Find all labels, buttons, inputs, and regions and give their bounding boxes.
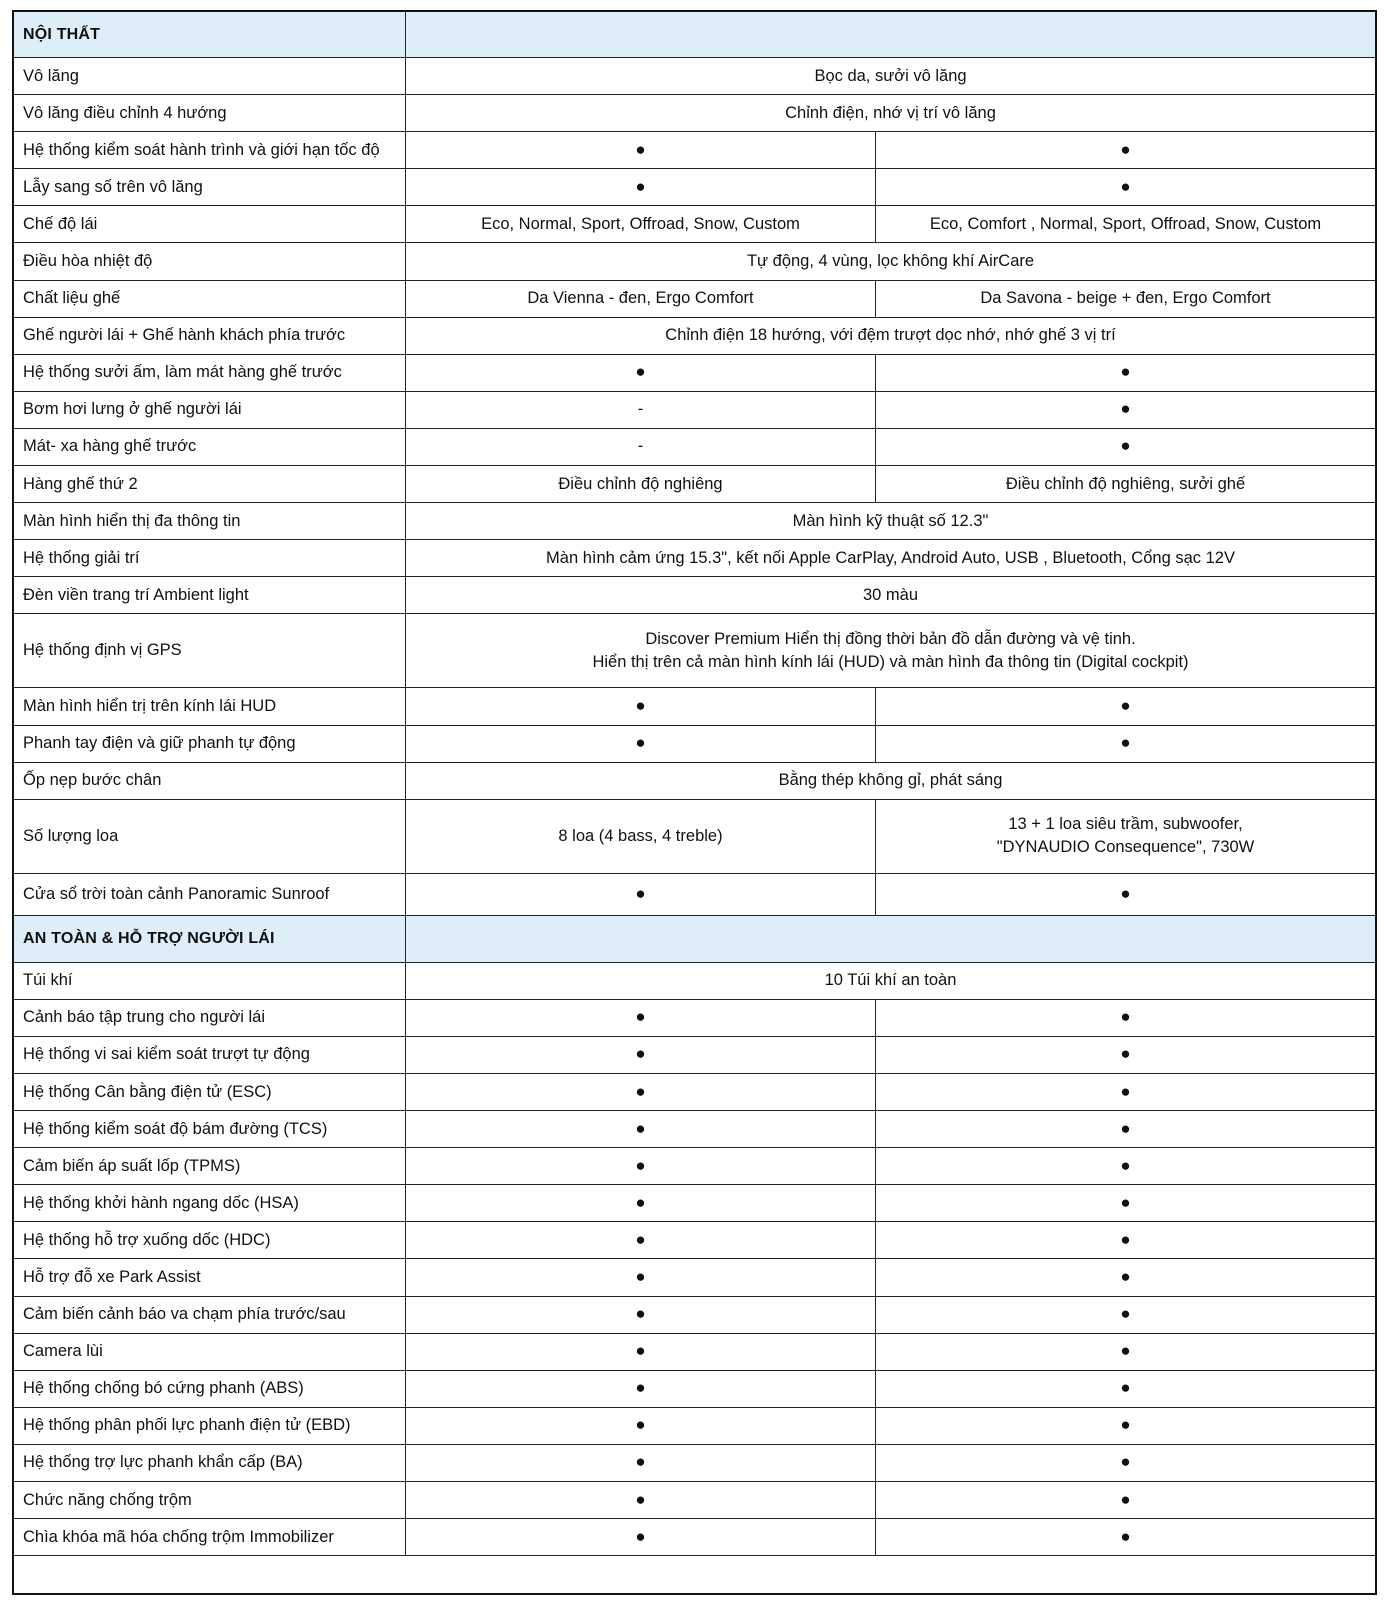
value-line: Điều chỉnh độ nghiêng [558, 474, 723, 493]
table-row [13, 1222, 1376, 1259]
bullet-icon [406, 1444, 876, 1481]
table-row [13, 466, 1376, 503]
feature-name: Hệ thống giải trí [13, 540, 406, 577]
feature-value [876, 206, 1376, 243]
bullet-icon [406, 1519, 876, 1556]
value-line: 30 màu [862, 585, 919, 604]
bullet-icon [406, 1111, 876, 1148]
bullet-icon: ● [1120, 1081, 1131, 1101]
feature-name: Chức năng chống trộm [13, 1482, 406, 1519]
spec-table-body [13, 11, 1376, 1556]
bullet-icon: ● [635, 1341, 646, 1361]
bullet-icon: ● [1120, 1452, 1131, 1472]
feature-name: Túi khí [13, 962, 406, 999]
value-line: Màn hình cảm ứng 15.3", kết nối Apple CarPlay, Android Auto, USB , Bluetooth, Cổng sạc 12V [546, 548, 1235, 567]
bullet-icon: ● [1120, 436, 1131, 456]
value-line: Bọc da, sưởi vô lăng [814, 66, 967, 85]
feature-value [406, 95, 1376, 132]
bullet-icon [876, 1482, 1376, 1519]
bullet-icon: ● [1120, 1526, 1131, 1546]
table-row [13, 873, 1376, 915]
feature-name: Lẫy sang số trên vô lăng [13, 169, 406, 206]
bullet-icon: ● [1120, 176, 1131, 196]
feature-name: Hệ thống khởi hành ngang dốc (HSA) [13, 1185, 406, 1222]
table-row [13, 1259, 1376, 1296]
feature-name: Màn hình hiển trị trên kính lái HUD [13, 688, 406, 725]
table-row [13, 1444, 1376, 1481]
bullet-icon [876, 1073, 1376, 1110]
section-header-an-toan-ho-tro-nguoi-lai [13, 915, 1376, 962]
value-line: Điều chỉnh độ nghiêng, sưởi ghế [1005, 474, 1246, 493]
feature-name: Cửa sổ trời toàn cảnh Panoramic Sunroof [13, 873, 406, 915]
bullet-icon: ● [635, 1192, 646, 1212]
bullet-icon [876, 1185, 1376, 1222]
bullet-icon: ● [635, 1452, 646, 1472]
bullet-icon: ● [1120, 362, 1131, 382]
bullet-icon: ● [1120, 695, 1131, 715]
feature-value [406, 391, 876, 428]
table-row [13, 725, 1376, 762]
bullet-icon [406, 1407, 876, 1444]
bullet-icon: ● [1120, 1341, 1131, 1361]
bullet-icon: ● [1120, 139, 1131, 159]
feature-name: Bơm hơi lưng ở ghế người lái [13, 391, 406, 428]
feature-value [406, 317, 1376, 354]
table-row [13, 1370, 1376, 1407]
bullet-icon: ● [1120, 1007, 1131, 1027]
table-row [13, 962, 1376, 999]
bullet-icon [406, 169, 876, 206]
table-row [13, 1407, 1376, 1444]
bullet-icon [406, 999, 876, 1036]
bullet-icon: ● [635, 1229, 646, 1249]
table-row [13, 354, 1376, 391]
feature-name: Hàng ghế thứ 2 [13, 466, 406, 503]
bullet-icon: ● [635, 176, 646, 196]
table-row [13, 799, 1376, 873]
section-title: NỘI THẤT [13, 11, 406, 58]
bullet-icon: ● [1120, 1378, 1131, 1398]
feature-name: Điều hòa nhiệt độ [13, 243, 406, 280]
feature-value [406, 540, 1376, 577]
value-line: 13 + 1 loa siêu trầm, subwoofer, [1008, 815, 1243, 834]
table-row [13, 999, 1376, 1036]
value-line: Eco, Comfort , Normal, Sport, Offroad, Snow, Custom [929, 214, 1322, 233]
bullet-icon [876, 169, 1376, 206]
table-row [13, 169, 1376, 206]
bullet-icon [876, 1333, 1376, 1370]
bullet-icon [876, 1370, 1376, 1407]
feature-name: Phanh tay điện và giữ phanh tự động [13, 725, 406, 762]
bullet-icon [406, 1222, 876, 1259]
bullet-icon [406, 1036, 876, 1073]
value-line: "DYNAUDIO Consequence", 730W [996, 838, 1255, 857]
bullet-icon: ● [1120, 733, 1131, 753]
bullet-icon [406, 725, 876, 762]
feature-value [406, 428, 876, 465]
feature-name: Hệ thống kiểm soát độ bám đường (TCS) [13, 1111, 406, 1148]
section-header-noi-that [13, 11, 1376, 58]
feature-name: Hệ thống Cân bằng điện tử (ESC) [13, 1073, 406, 1110]
feature-name: Cảnh báo tập trung cho người lái [13, 999, 406, 1036]
bullet-icon [876, 1148, 1376, 1185]
table-row [13, 503, 1376, 540]
value-line: Da Savona - beige + đen, Ergo Comfort [980, 289, 1271, 308]
bullet-icon [876, 391, 1376, 428]
bullet-icon [876, 1407, 1376, 1444]
feature-value [406, 280, 876, 317]
feature-value [876, 280, 1376, 317]
bullet-icon: ● [1120, 1415, 1131, 1435]
bullet-icon: ● [1120, 1229, 1131, 1249]
bullet-icon [406, 1296, 876, 1333]
bullet-icon: ● [635, 1155, 646, 1175]
table-row [13, 1482, 1376, 1519]
bullet-icon [406, 688, 876, 725]
bullet-icon: ● [635, 139, 646, 159]
feature-name: Hệ thống vi sai kiểm soát trượt tự động [13, 1036, 406, 1073]
value-line: - [637, 400, 644, 419]
bullet-icon [876, 132, 1376, 169]
table-row [13, 1519, 1376, 1556]
bullet-icon [406, 1259, 876, 1296]
feature-name: Màn hình hiển thị đa thông tin [13, 503, 406, 540]
bullet-icon [876, 1444, 1376, 1481]
feature-name: Vô lăng điều chỉnh 4 hướng [13, 95, 406, 132]
bullet-icon: ● [1120, 1489, 1131, 1509]
bullet-icon [876, 999, 1376, 1036]
value-line: 10 Túi khí an toàn [824, 971, 957, 990]
feature-name: Chìa khóa mã hóa chống trộm Immobilizer [13, 1519, 406, 1556]
feature-name: Đèn viền trang trí Ambient light [13, 577, 406, 614]
table-row [13, 243, 1376, 280]
table-row [13, 132, 1376, 169]
bullet-icon: ● [635, 1044, 646, 1064]
bullet-icon: ● [1120, 399, 1131, 419]
table-row [13, 1148, 1376, 1185]
value-line: Chỉnh điện, nhớ vị trí vô lăng [785, 103, 996, 122]
feature-value [406, 58, 1376, 95]
value-line: - [637, 437, 644, 456]
feature-value [406, 466, 876, 503]
bullet-icon [876, 1519, 1376, 1556]
feature-value [406, 503, 1376, 540]
bullet-icon: ● [635, 1081, 646, 1101]
feature-name: Chế độ lái [13, 206, 406, 243]
value-line: Discover Premium Hiển thị đồng thời bản đồ dẫn đường và vệ tinh. [645, 629, 1136, 648]
value-line: Màn hình kỹ thuật số 12.3" [792, 511, 989, 530]
bullet-icon: ● [1120, 1118, 1131, 1138]
bullet-icon [876, 1111, 1376, 1148]
feature-name: Hỗ trợ đỗ xe Park Assist [13, 1259, 406, 1296]
bullet-icon: ● [1120, 1266, 1131, 1286]
feature-name: Hệ thống trợ lực phanh khẩn cấp (BA) [13, 1444, 406, 1481]
table-row [13, 762, 1376, 799]
bullet-icon: ● [1120, 1155, 1131, 1175]
feature-name: Chất liệu ghế [13, 280, 406, 317]
table-row [13, 206, 1376, 243]
bullet-icon [876, 688, 1376, 725]
feature-value [406, 799, 876, 873]
feature-name: Hệ thống định vị GPS [13, 614, 406, 688]
table-row [13, 428, 1376, 465]
bullet-icon [876, 1036, 1376, 1073]
bullet-icon: ● [635, 1526, 646, 1546]
spec-table [12, 10, 1376, 1556]
feature-value [876, 799, 1376, 873]
table-row [13, 391, 1376, 428]
feature-name: Ốp nẹp bước chân [13, 762, 406, 799]
bullet-icon [406, 1482, 876, 1519]
bullet-icon: ● [635, 1378, 646, 1398]
feature-name: Camera lùi [13, 1333, 406, 1370]
bullet-icon [876, 1296, 1376, 1333]
feature-name: Số lượng loa [13, 799, 406, 873]
bullet-icon: ● [1120, 883, 1131, 903]
table-row [13, 688, 1376, 725]
bullet-icon: ● [1120, 1044, 1131, 1064]
table-row [13, 1073, 1376, 1110]
bullet-icon: ● [1120, 1192, 1131, 1212]
value-line: Tự động, 4 vùng, lọc không khí AirCare [746, 252, 1035, 271]
bullet-icon [406, 1370, 876, 1407]
feature-name: Hệ thống sưởi ấm, làm mát hàng ghế trước [13, 354, 406, 391]
bullet-icon [406, 1073, 876, 1110]
section-title: AN TOÀN & HỖ TRỢ NGƯỜI LÁI [13, 915, 406, 962]
bullet-icon [876, 354, 1376, 391]
feature-name: Hệ thống chống bó cứng phanh (ABS) [13, 1370, 406, 1407]
table-row [13, 280, 1376, 317]
feature-value [406, 614, 1376, 688]
bullet-icon [876, 1259, 1376, 1296]
bullet-icon [406, 873, 876, 915]
bullet-icon: ● [635, 695, 646, 715]
table-row [13, 540, 1376, 577]
value-line: 8 loa (4 bass, 4 treble) [558, 826, 723, 845]
bullet-icon [876, 428, 1376, 465]
table-row [13, 577, 1376, 614]
table-row [13, 95, 1376, 132]
bullet-icon: ● [635, 1007, 646, 1027]
bullet-icon [406, 1185, 876, 1222]
feature-name: Mát- xa hàng ghế trước [13, 428, 406, 465]
bullet-icon [406, 354, 876, 391]
bullet-icon [406, 1148, 876, 1185]
feature-name: Cảm biến áp suất lốp (TPMS) [13, 1148, 406, 1185]
table-row [13, 1185, 1376, 1222]
bullet-icon: ● [635, 733, 646, 753]
table-row [13, 1036, 1376, 1073]
feature-value [876, 466, 1376, 503]
feature-value [406, 206, 876, 243]
value-line: Chỉnh điện 18 hướng, với đệm trượt dọc nhớ, nhớ ghế 3 vị trí [665, 326, 1116, 345]
table-row [13, 58, 1376, 95]
feature-value [406, 577, 1376, 614]
table-row [13, 614, 1376, 688]
bullet-icon [876, 1222, 1376, 1259]
bullet-icon: ● [635, 1266, 646, 1286]
feature-value [406, 962, 1376, 999]
feature-name: Hệ thống kiểm soát hành trình và giới hạn tốc độ [13, 132, 406, 169]
section-header-blank [406, 11, 1376, 58]
value-line: Da Vienna - đen, Ergo Comfort [527, 289, 754, 308]
table-row [13, 1296, 1376, 1333]
feature-name: Hệ thống phân phối lực phanh điện tử (EBD) [13, 1407, 406, 1444]
table-row [13, 1333, 1376, 1370]
bullet-icon: ● [635, 1304, 646, 1324]
bullet-icon [876, 873, 1376, 915]
value-line: Eco, Normal, Sport, Offroad, Snow, Custom [481, 214, 800, 233]
table-row [13, 1111, 1376, 1148]
bullet-icon [406, 132, 876, 169]
value-line: Bằng thép không gỉ, phát sáng [778, 771, 1003, 790]
feature-value [406, 243, 1376, 280]
bullet-icon: ● [635, 883, 646, 903]
bullet-icon: ● [635, 362, 646, 382]
bullet-icon: ● [1120, 1304, 1131, 1324]
bullet-icon: ● [635, 1489, 646, 1509]
feature-name: Cảm biến cảnh báo va chạm phía trước/sau [13, 1296, 406, 1333]
section-header-blank [406, 915, 1376, 962]
bullet-icon: ● [635, 1118, 646, 1138]
bullet-icon [406, 1333, 876, 1370]
feature-name: Ghế người lái + Ghế hành khách phía trước [13, 317, 406, 354]
table-row [13, 317, 1376, 354]
value-line: Hiển thị trên cả màn hình kính lái (HUD) và màn hình đa thông tin (Digital cockpit) [592, 652, 1189, 671]
bullet-icon [876, 725, 1376, 762]
bullet-icon: ● [635, 1415, 646, 1435]
feature-name: Vô lăng [13, 58, 406, 95]
feature-name: Hệ thống hỗ trợ xuống dốc (HDC) [13, 1222, 406, 1259]
feature-value [406, 762, 1376, 799]
